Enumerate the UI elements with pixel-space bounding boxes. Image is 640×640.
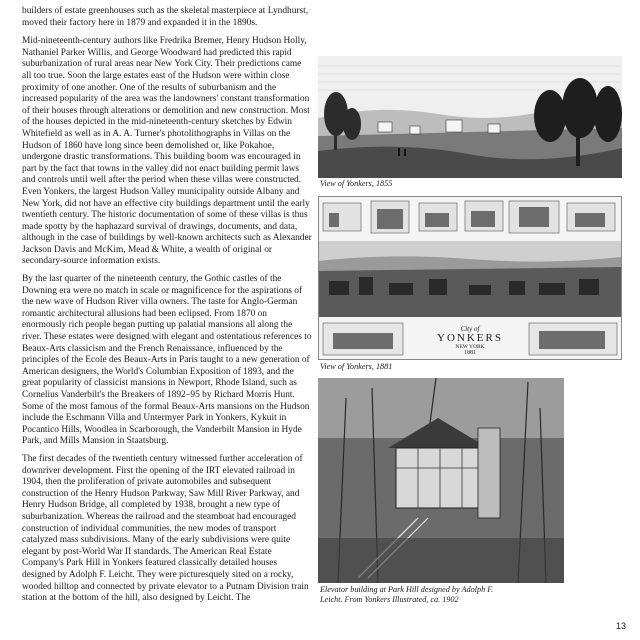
figure-yonkers-1881 [318,196,622,360]
paragraph-3: By the last quarter of the nineteenth century, the Gothic castles of the Downing era were no match in scale or magnificence for the aspirations of the new wave of Hudson River villa owners. The taste for Anglo-German romantic architectural allusions had been eclipsed. From 1870 on enormously rich people began putting up palatial mansions all along the river. These estates were designed with elegant and ostentatious references to Beaux-Arts classicism and the French Renaissance, influenced by the principles of the Ecole des Beaux-Arts in Paris taught to a new generation of American designers, the World's Columbian Exposition of 1893, and the great popularity of classicist mansions in Newport, Rhode Island, such as Cornelius Vanderbilt's the Breakers of 1892–95 by Richard Morris Hunt. Some of the most famous of the formal Beaux-Arts mansions on the Hudson include the Eschmann Villa and Untermyer Park in Yonkers, Kykuit in Pocantico Hills, Woodlea in Scarborough, the Vanderbilt Mansion in Hyde Park, and Mills Mansion in Staatsburg. [22,274,312,447]
paragraph-2: Mid-nineteenth-century authors like Fredrika Bremer, Henry Hudson Holly, Nathaniel Parker Willis, and George Woodward had predicted this rapid suburbanization of rural areas near New York City. Their predictions came all too true. Soon the large estates east of the Hudson were within close proximity of one another. One of the results of suburbanism and the increased popularity of the area was the landowners' constant transformation of their houses through alterations or demolition and new construction. Most of the houses depicted in the mid-nineteenth-century sketches by Edwin Whitefield as well as in A. A. Turner's photolithographs in Villas on the Hudson of 1860 have long since been demolished or, like Pokahoe, undergone drastic transformations. This building boom was encouraged in part by the fact that towns in the valley did not enact building permit laws and controls until well after the period when these villas were constructed. Even Yonkers, the largest Hudson Valley municipality outside Albany and New York, did not have an effective city buildings department until the early twentieth century. The historic documentation of some of these villas is thus made spotty by the haphazard survival of drawings, documents, and data, although in the case of buildings by well-known architects such as Alexander Jackson Davis and McKim, Mead & White, a wealth of original or secondary-source information exists. [22,36,312,267]
body-text-column [22,6,312,611]
title-new-york: NEW YORK [455,344,485,350]
figure-park-hill-elevator [318,378,564,583]
caption-yonkers-1855: View of Yonkers, 1855 [320,179,393,188]
yonkers-1855-engraving [318,56,622,178]
yonkers-1881-title-block [415,325,525,357]
paragraph-4: The first decades of the twentieth century witnessed further acceleration of downriver development. First the opening of the IRT elevated railroad in 1904, then the proliferation of private automobiles and subsequent construction of the Henry Hudson Parkway, Saw Mill River Parkway, and Henry Hudson Bridge, all completed by 1938, brought a new type of suburbanization. Whereas the railroad and the steamboat had encouraged construction of individual communities, the new modes of transport catalyzed mass subdivisions. Many of the early subdivisions were quite elegant by post-World War II standards. The American Real Estate Company's Park Hill in Yonkers featured classically detailed houses designed by Adolph F. Leicht. They were picturesquely sited on a rocky, wooded hilltop and connected by private elevator to a Putnam Division train station at the bottom of the hill, also designed by Leicht. The [22,453,309,604]
title-city-of: City of [460,325,480,333]
park-hill-photograph [318,378,564,583]
figure-yonkers-1855 [318,56,622,178]
page-number: 13 [615,621,626,631]
title-year: 1881 [464,350,476,356]
caption-yonkers-1881: View of Yonkers, 1881 [320,362,393,371]
caption-park-hill-elevator: Elevator building at Park Hill designed by Adolph F. Leicht. From Yonkers Illustrated, ca. 1902 [320,585,494,604]
title-yonkers: YONKERS [437,332,503,344]
paragraph-1: builders of estate greenhouses such as the skeletal masterpiece at Lyndhurst, moved their factory here in 1879 and expanded it in the 1890s. [22,6,309,28]
